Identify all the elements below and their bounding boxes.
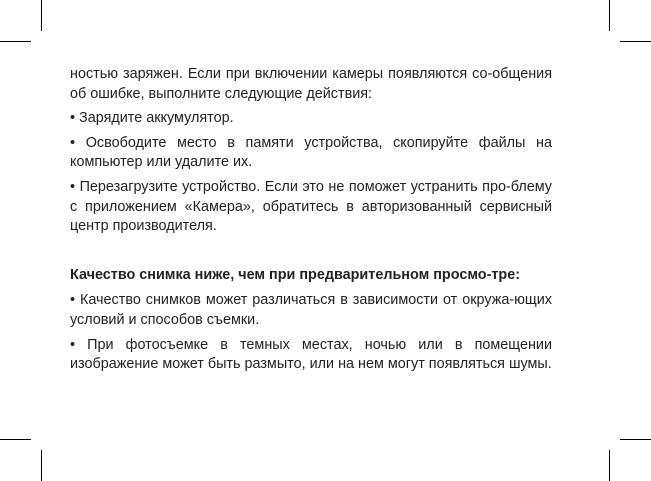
bullet-quality-conditions: • Качество снимков может различаться в зависимости от окружа-ющих условий и способов съемки. — [70, 292, 552, 328]
bullet-restart-device: • Перезагрузите устройство. Если это не поможет устранить про-блему с приложением «Камера», обратитесь в авторизованный сервисный центр производителя. — [70, 178, 552, 235]
crop-mark-bottom-left-vertical — [41, 450, 42, 481]
crop-mark-top-left-vertical — [41, 0, 42, 31]
bullet-charge-battery: • Зарядите аккумулятор. — [70, 110, 234, 127]
crop-mark-top-left-horizontal — [0, 41, 31, 42]
crop-mark-bottom-right-horizontal — [620, 439, 651, 440]
section-heading-quality: Качество снимка ниже, чем при предварительном просмо-тре: — [70, 266, 521, 283]
crop-mark-bottom-left-horizontal — [0, 439, 31, 440]
crop-mark-top-right-horizontal — [620, 41, 651, 42]
bullet-dark-noise: • При фотосъемке в темных местах, ночью или в помещении изображение может быть размыто, или на нем могут появляться шумы. — [70, 336, 552, 373]
intro-paragraph: ностью заряжен. Если при включении камеры появляются со-общения об ошибке, выполните следующие действия: — [70, 66, 552, 102]
crop-mark-top-right-vertical — [609, 0, 610, 31]
crop-mark-bottom-right-vertical — [609, 450, 610, 481]
bullet-free-memory: • Освободите место в памяти устройства, скопируйте файлы на компьютер или удалите их. — [70, 134, 552, 171]
page-content — [70, 65, 552, 380]
